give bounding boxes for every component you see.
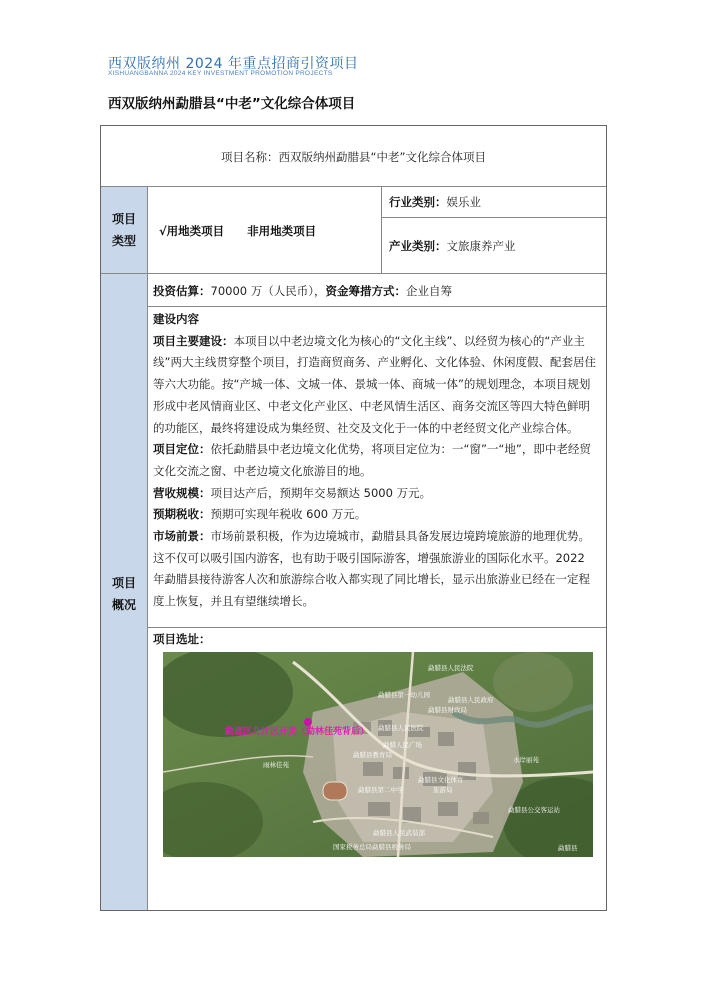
content-heading: 建设内容	[153, 312, 199, 326]
place-label: 勐腊县公交客运站	[508, 806, 560, 814]
revenue: 营收规模：项目达产后，预期年交易额达 5000 万元。	[153, 485, 432, 500]
sports-field	[323, 782, 347, 800]
site-map	[163, 652, 593, 857]
sector-category: 产业类别：文旅康养产业	[389, 239, 516, 253]
place-label: 勐腊县人民法院	[428, 664, 474, 672]
type-label-1: 项目	[111, 212, 136, 226]
tax: 预期税收：预期可实现年税收 600 万元。	[153, 507, 367, 522]
document-title: 西双版纳州勐腊县“中老”文化综合体项目	[108, 96, 356, 112]
place-label: 勐腊县人民武装部	[373, 829, 425, 837]
place-label: 勐腊县第二中学	[358, 786, 404, 794]
overview-label-1: 项目	[111, 576, 136, 590]
industry-category: 行业类别：娱乐业	[389, 195, 481, 209]
site-label: 项目选址：	[153, 632, 211, 646]
site-marker	[304, 718, 312, 726]
place-label: 勐腊县教育局	[353, 751, 392, 759]
place-label: 勐腊县第一幼儿园	[378, 691, 430, 699]
place-label: 勐腊县人民医院	[378, 724, 424, 732]
place-label: 勐腊县财政局	[428, 706, 467, 714]
project-name: 项目名称：西双版纳州勐腊县“中老”文化综合体项目	[221, 150, 486, 164]
investment-row: 投资估算：70000 万（人民币），资金筹措方式：企业自筹	[153, 284, 452, 298]
land-type-options: √用地类项目 非用地类项目	[159, 224, 317, 238]
market-outlook: 市场前景：市场前景积极，作为边境城市，勐腊县具备发展边境跨境旅游的地理优势。这不仅可以吸引国内游客，也有助于吸引国际游客，增强旅游业的国际化水平。2022 年勐腊县接待游客人次和旅游综合收入都实现了同比增长，显示出旅游业已经在一定程度上恢复，并且有望继续增长。	[153, 529, 590, 609]
main-construction: 项目主要建设：本项目以中老边境文化为核心的“文化主线”、以经贸为核心的“产业主线”两大主线贯穿整个项目，打造商贸商务、产业孵化、文化体验、休闲度假、配套居住等六大功能。按“产城一体、文城一体、景城一体、商城一体”的规划理念，本项目规划形成中老风情商业区、中老文化产业区、中老风情生活区、商务交流区等四大特色鲜明的功能区，最终将建设成为集经贸、社交及文化于一体的中老经贸文化产业综合体。	[153, 333, 596, 435]
place-label: 勐腊县	[558, 844, 578, 852]
place-label: 勐腊县文化体育	[418, 776, 464, 784]
type-label-2: 类型	[111, 234, 136, 248]
place-label: 国家税务总局勐腊县税务局	[333, 843, 411, 851]
place-label: 雨林佳苑	[263, 761, 289, 769]
header-subtitle: XISHUANGBANNA 2024 KEY INVESTMENT PROMOTION PROJECTS	[108, 70, 333, 77]
place-label: 勐腊县人民政府	[448, 696, 494, 704]
site-marker-label: 勐遮区北片区开发（勐林佳苑背后）	[225, 727, 370, 737]
project-table	[100, 125, 607, 911]
header-title: 西双版纳州 2024 年重点招商引资项目	[108, 56, 359, 72]
place-label: 水岸丽苑	[513, 756, 539, 764]
positioning: 项目定位：依托勐腊县中老边境文化优势，将项目定位为：一“窗”一“地”，即中老经贸文化交流之窗、中老边境文化旅游目的地。	[153, 442, 591, 478]
place-label: 旅游局	[433, 786, 453, 794]
construction-content	[153, 309, 599, 613]
overview-label-2: 概况	[111, 598, 136, 612]
place-label: 勐腊人民广场	[383, 741, 422, 749]
